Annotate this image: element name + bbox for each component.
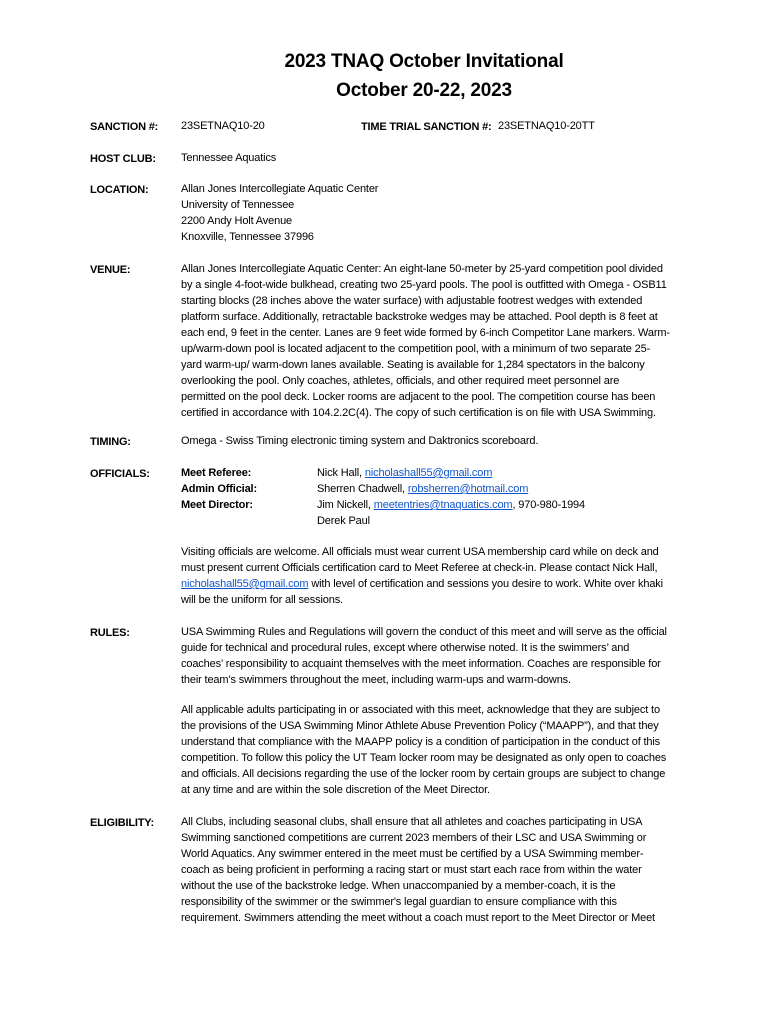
visiting-line	[181, 576, 716, 592]
venue-line: by a single 4-foot-wide bulkhead, creating two 25-yard pools. The pool is outfitted with Omega - OSB11	[181, 279, 667, 291]
venue-line: overlooking the pool. Only coaches, athletes, officials, and other required meet personnel are	[181, 375, 620, 387]
host-club-label: HOST CLUB:	[90, 153, 156, 165]
rules-line: and officials. All decisions regarding the use of the locker room by certain groups are subject to change	[181, 768, 666, 780]
eligibility-label: ELIGIBILITY:	[90, 817, 155, 829]
sanction-label: SANCTION #:	[90, 121, 159, 133]
meet-director-contact	[317, 497, 585, 513]
document-title: 2023 TNAQ October Invitational	[284, 51, 564, 72]
location-address	[181, 181, 716, 245]
eligibility-line: responsibility of the swimmer or the swimmer's legal guardian to ensure compliance with this	[181, 896, 617, 908]
meet-referee-email-link[interactable]: nicholashall55@gmail.com	[364, 467, 493, 479]
visiting-line: Visiting officials are welcome. All officials must wear current USA membership card while on deck and	[181, 546, 659, 558]
meet-director-email-link[interactable]: meetentries@tnaquatics.com	[373, 499, 513, 511]
eligibility-line: coach as being proficient in performing a racing start or must start each race from within the water	[181, 864, 642, 876]
eligibility-paragraph	[181, 814, 716, 926]
visiting-line: will be the uniform for all sessions.	[181, 594, 343, 606]
venue-line: each end, 9 feet in the center. Lanes are 9 feet wide formed by 6-inch Competitor Lane markers. Warm-	[181, 327, 670, 339]
venue-line: yard warm-up/ warm-down lanes available. Seating is available for 1,284 spectators in the balcony	[181, 359, 645, 371]
admin-official-contact	[317, 481, 528, 497]
eligibility-line: All Clubs, including seasonal clubs, shall ensure that all athletes and coaches participating in USA	[181, 816, 643, 828]
visiting-officials-paragraph	[181, 544, 716, 608]
location-line: Allan Jones Intercollegiate Aquatic Center	[181, 183, 379, 195]
host-club-value: Tennessee Aquatics	[181, 152, 277, 164]
timing-value: Omega - Swiss Timing electronic timing system and Daktronics scoreboard.	[181, 435, 539, 447]
eligibility-line: World Aquatics. Any swimmer entered in the meet must be certified by a USA Swimming member-	[181, 848, 644, 860]
eligibility-line: requirement. Swimmers attending the meet without a coach must report to the Meet Director or Meet	[181, 912, 655, 924]
venue-line: Allan Jones Intercollegiate Aquatic Center: An eight-lane 50-meter by 25-yard competition pool divided	[181, 263, 663, 275]
eligibility-line: without the use of the backstroke ledge. When unaccompanied by a member-coach, it is the	[181, 880, 616, 892]
rules-paragraph-2	[181, 702, 716, 798]
venue-line: starting blocks (28 inches above the water surface) with adjustable footrest wedges with extended	[181, 295, 643, 307]
venue-line: up/warm-down pool is located adjacent to the competition pool, with a minimum of two separate 25-	[181, 343, 651, 355]
meet-director-label: Meet Director:	[181, 499, 253, 511]
time-trial-sanction-label: TIME TRIAL SANCTION #:	[361, 121, 492, 133]
rules-line: the provisions of the USA Swimming Minor Athlete Abuse Prevention Policy (“MAAPP”), and that they	[181, 720, 659, 732]
visiting-contact-email-link[interactable]: nicholashall55@gmail.com	[181, 578, 309, 590]
meet-director-name: Jim Nickell,	[317, 499, 371, 511]
eligibility-line: Swimming sanctioned competitions are current 2023 members of their LSC and USA Swimming or	[181, 832, 647, 844]
rules-line: guide for technical and procedural rules, except where otherwise noted. It is the swimmers’ and	[181, 642, 630, 654]
admin-official-label: Admin Official:	[181, 483, 257, 495]
rules-line: at any time and are within the sole discretion of the Meet Director.	[181, 784, 490, 796]
location-line: Knoxville, Tennessee 37996	[181, 231, 314, 243]
venue-line: certified in accordance with 104.2.2C(4). The copy of such certification is on file with USA Swimming.	[181, 407, 656, 419]
timing-label: TIMING:	[90, 436, 131, 448]
rules-line: All applicable adults participating in or associated with this meet, acknowledge that they are subject to	[181, 704, 660, 716]
document-dates: October 20-22, 2023	[336, 80, 512, 101]
meet-referee-name: Nick Hall,	[317, 467, 362, 479]
meet-director-phone: , 970-980-1994	[512, 499, 585, 511]
location-line: 2200 Andy Holt Avenue	[181, 215, 293, 227]
rules-line: understand that compliance with the MAAPP policy is a condition of participation in the conduct of this	[181, 736, 661, 748]
venue-description	[181, 261, 716, 421]
venue-line: permitted on the pool deck. Locker rooms are adjacent to the pool. The competition course has been	[181, 391, 656, 403]
visiting-line: must present current Officials certification card to Meet Referee at check-in. Please contact Nick Hall,	[181, 562, 658, 574]
admin-official-email-link[interactable]: robsherren@hotmail.com	[407, 483, 529, 495]
meet-director-2-name: Derek Paul	[317, 515, 370, 527]
sanction-value: 23SETNAQ10-20	[181, 120, 265, 132]
meet-referee-contact	[317, 465, 492, 481]
venue-label: VENUE:	[90, 264, 131, 276]
venue-line: platform surface. Additionally, retractable backstroke wedges may be attached. Pool depth is 8 feet at	[181, 311, 658, 323]
meet-referee-label: Meet Referee:	[181, 467, 252, 479]
admin-official-name: Sherren Chadwell,	[317, 483, 405, 495]
time-trial-sanction-value: 23SETNAQ10-20TT	[498, 120, 595, 132]
rules-line: coaches’ responsibility to acquaint themselves with the meet information. Coaches are responsible for	[181, 658, 661, 670]
rules-line: competition. To follow this policy the UT Team locker room may be designated as only open to coaches	[181, 752, 667, 764]
rules-label: RULES:	[90, 627, 130, 639]
location-label: LOCATION:	[90, 184, 149, 196]
officials-label: OFFICIALS:	[90, 468, 150, 480]
rules-paragraph-1	[181, 624, 716, 688]
rules-line: USA Swimming Rules and Regulations will govern the conduct of this meet and will serve as the official	[181, 626, 667, 638]
rules-line: their team’s swimmers throughout the meet, including warm-ups and warm-downs.	[181, 674, 571, 686]
location-line: University of Tennessee	[181, 199, 295, 211]
visiting-line-rest: with level of certification and sessions you desire to work. White over khaki	[308, 578, 663, 590]
